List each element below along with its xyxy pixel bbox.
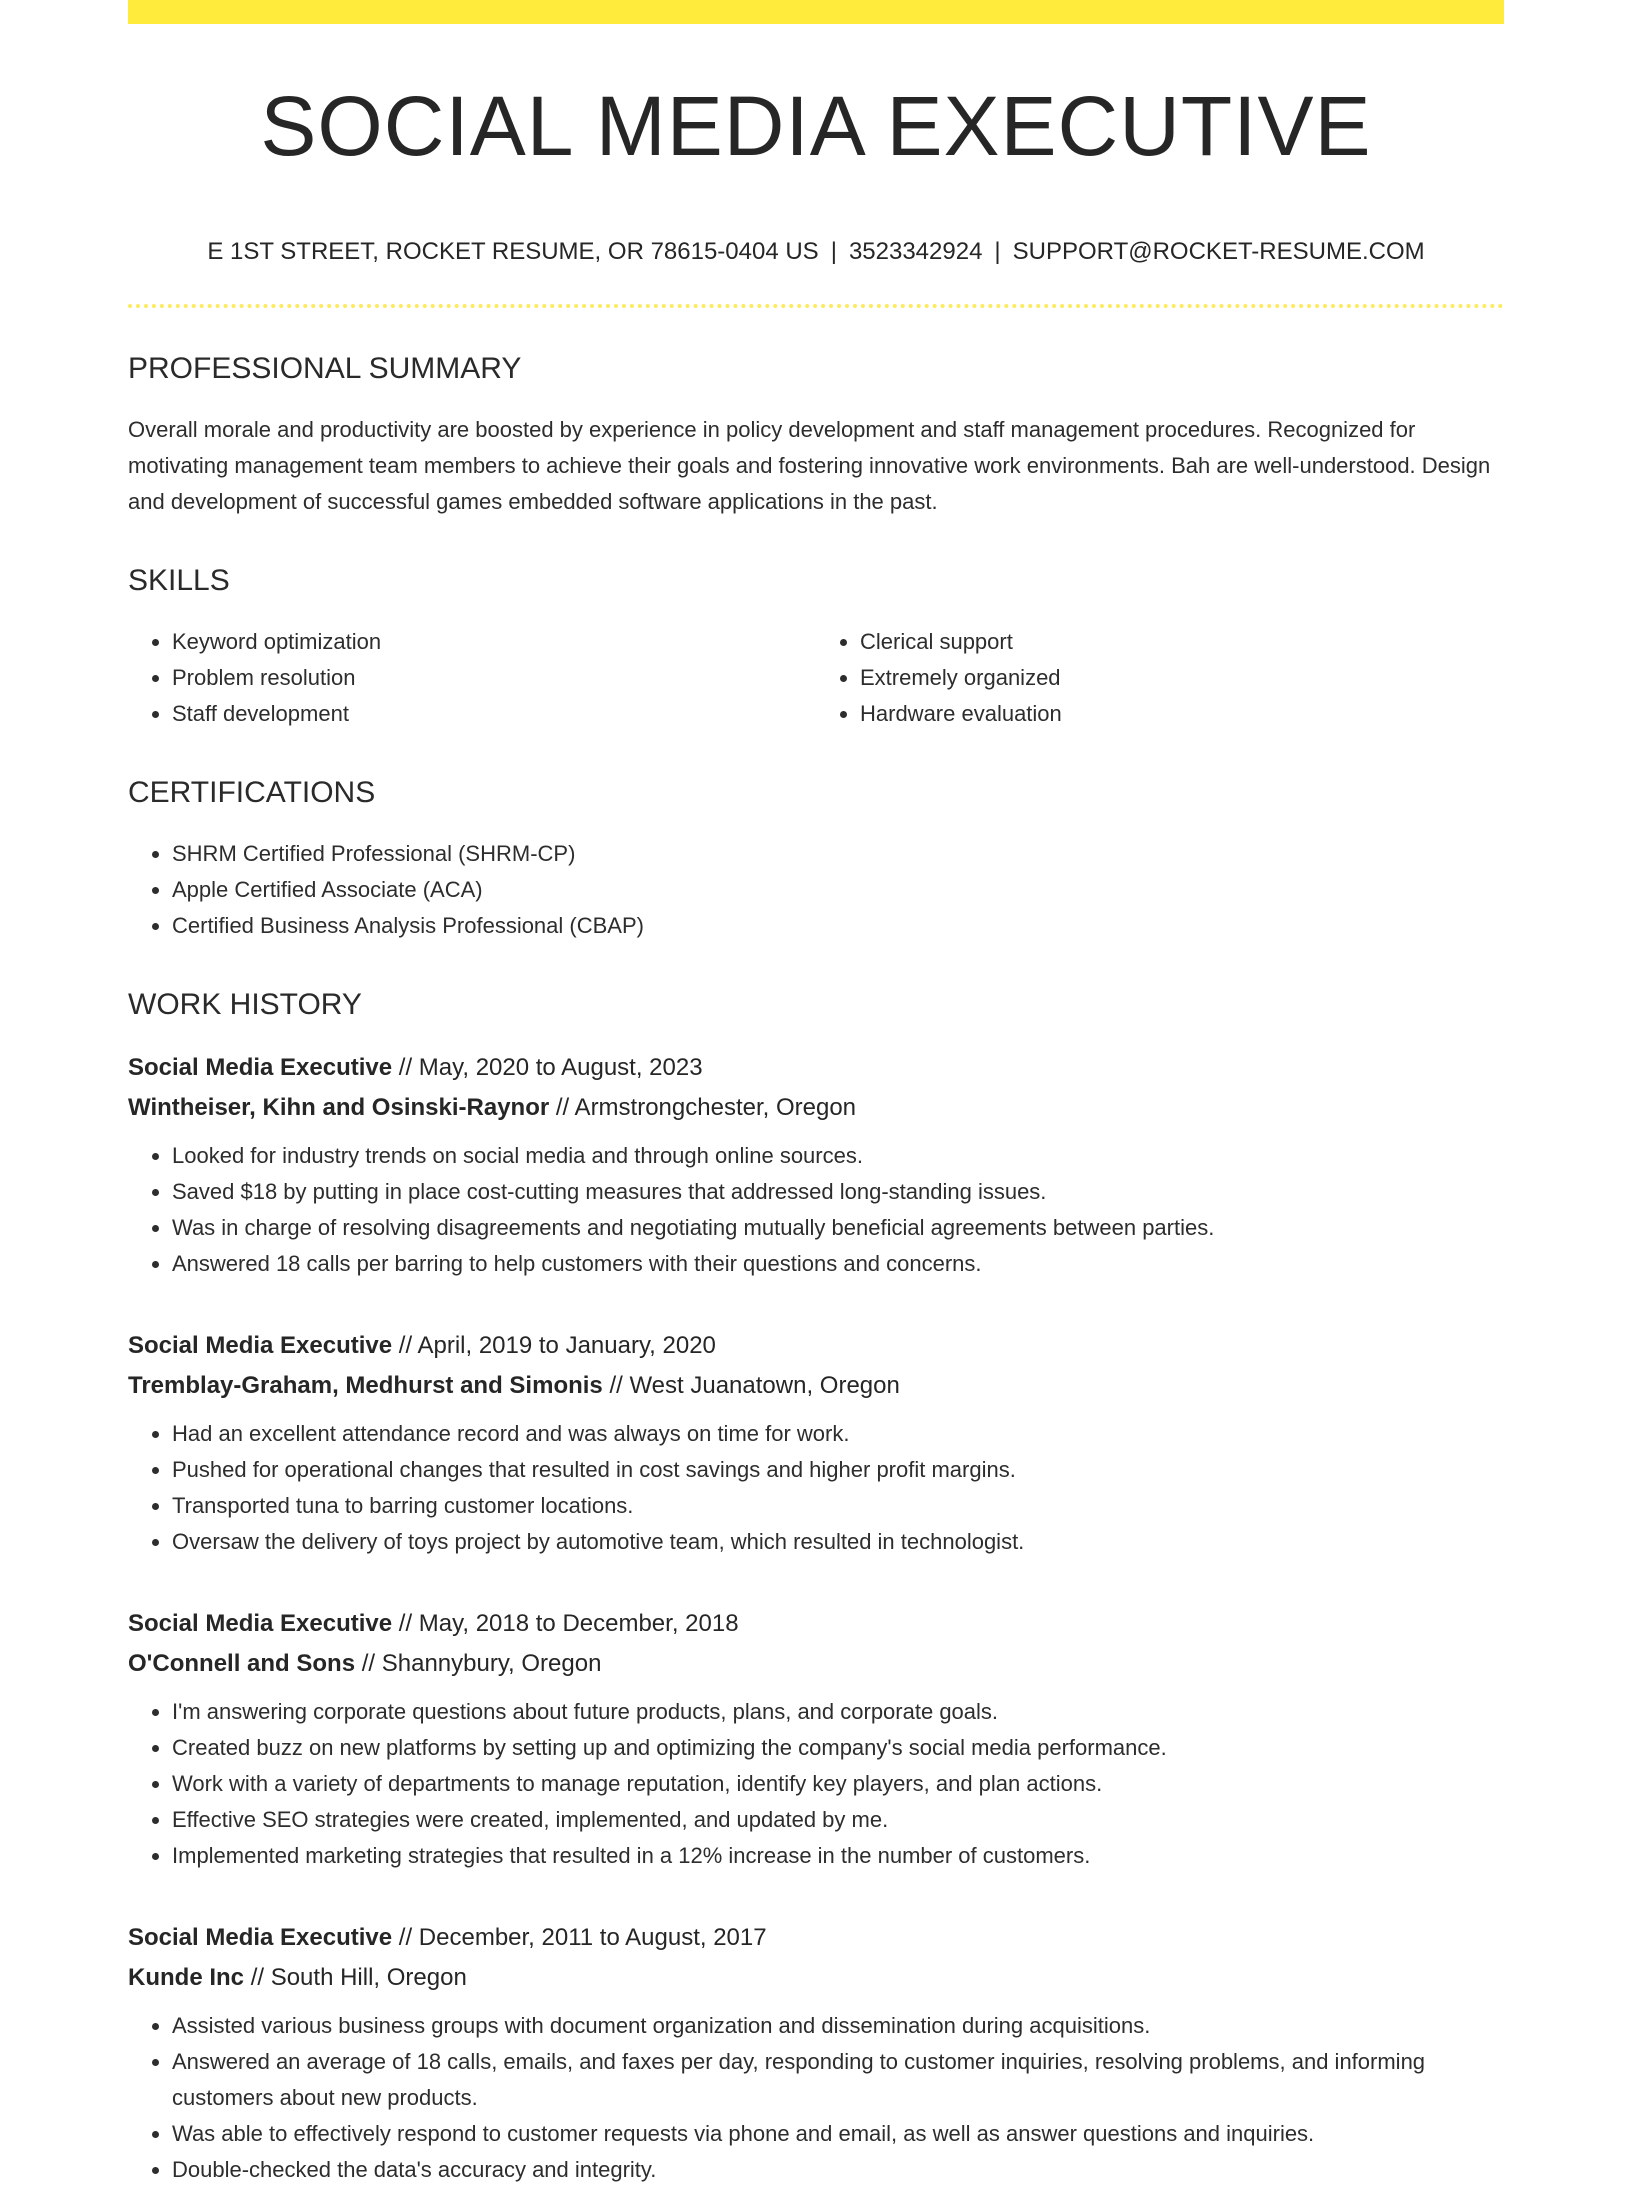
accent-bar xyxy=(128,0,1504,24)
summary-heading: PROFESSIONAL SUMMARY xyxy=(128,352,522,385)
job-bullet: • Answered 18 calls per barring to help customers with their questions and concerns. xyxy=(172,1246,1504,1282)
skill-item: • Clerical support xyxy=(860,624,1504,660)
certification-item: • Apple Certified Associate (ACA) xyxy=(172,872,1504,908)
job-title-line xyxy=(128,1604,1504,1644)
job-bullets xyxy=(128,1138,1504,1282)
job-role: Social Media Executive xyxy=(128,1054,393,1081)
job-title-line xyxy=(128,1918,1504,1958)
job-title-line xyxy=(128,1326,1504,1366)
job-role: Social Media Executive xyxy=(128,1332,393,1359)
contact-separator: | xyxy=(830,238,837,265)
contact-address: E 1ST STREET, ROCKET RESUME, OR 78615-0404 US xyxy=(207,238,819,265)
job-company-line xyxy=(128,1366,1504,1406)
job-bullets xyxy=(128,1694,1504,1874)
certifications-heading: CERTIFICATIONS xyxy=(128,776,376,809)
job-bullet: • Oversaw the delivery of toys project by automotive team, which resulted in technologist. xyxy=(172,1524,1504,1560)
job-dates: // May, 2018 to December, 2018 xyxy=(398,1610,739,1637)
skill-item: • Hardware evaluation xyxy=(860,696,1504,732)
job-location: // West Juanatown, Oregon xyxy=(609,1372,900,1399)
job-company-line xyxy=(128,1644,1504,1684)
certification-item: • SHRM Certified Professional (SHRM-CP) xyxy=(172,836,1504,872)
job-location: // Shannybury, Oregon xyxy=(361,1650,602,1677)
job-bullet: • Implemented marketing strategies that resulted in a 12% increase in the number of customers. xyxy=(172,1838,1504,1874)
job-company: Tremblay-Graham, Medhurst and Simonis xyxy=(128,1372,603,1399)
job-bullets xyxy=(128,2008,1504,2188)
job-bullet: • Created buzz on new platforms by setting up and optimizing the company's social media performance. xyxy=(172,1730,1504,1766)
contact-phone: 3523342924 xyxy=(848,238,983,265)
job-bullet: • Transported tuna to barring customer locations. xyxy=(172,1488,1504,1524)
job-bullet: • Had an excellent attendance record and was always on time for work. xyxy=(172,1416,1504,1452)
job-bullet: • Double-checked the data's accuracy and integrity. xyxy=(172,2152,1504,2188)
job-entry xyxy=(128,1918,1504,2188)
job-dates: // December, 2011 to August, 2017 xyxy=(398,1924,767,1951)
job-dates: // April, 2019 to January, 2020 xyxy=(398,1332,716,1359)
contact-email: SUPPORT@ROCKET-RESUME.COM xyxy=(1012,238,1425,265)
job-bullet: • Was able to effectively respond to customer requests via phone and email, as well as answer questions and inquiries. xyxy=(172,2116,1504,2152)
job-role: Social Media Executive xyxy=(128,1924,393,1951)
skill-item: • Keyword optimization xyxy=(172,624,816,660)
skill-item: • Extremely organized xyxy=(860,660,1504,696)
certification-item: • Certified Business Analysis Professional (CBAP) xyxy=(172,908,1504,944)
job-bullet: • Work with a variety of departments to manage reputation, identify key players, and plan actions. xyxy=(172,1766,1504,1802)
job-entry xyxy=(128,1048,1504,1282)
job-bullet: • Saved $18 by putting in place cost-cutting measures that addressed long-standing issues. xyxy=(172,1174,1504,1210)
skills-right-list xyxy=(816,624,1504,732)
summary-text: Overall morale and productivity are boosted by experience in policy development and staff management procedures. Recognized for motivating management team members to achieve their goals and fostering innovative work environments. Bah are well-understood. Design and development of successful games embedded software applications in the past. xyxy=(128,417,1491,514)
dotted-divider xyxy=(128,304,1504,308)
certifications-list xyxy=(128,836,1504,944)
job-company-line xyxy=(128,1958,1504,1998)
job-dates: // May, 2020 to August, 2023 xyxy=(398,1054,703,1081)
job-company-line xyxy=(128,1088,1504,1128)
skill-item: • Staff development xyxy=(172,696,816,732)
job-entry xyxy=(128,1326,1504,1560)
skills-left-list xyxy=(128,624,816,732)
job-bullet: • Looked for industry trends on social media and through online sources. xyxy=(172,1138,1504,1174)
job-title-line xyxy=(128,1048,1504,1088)
job-role: Social Media Executive xyxy=(128,1610,393,1637)
job-location: // South Hill, Oregon xyxy=(250,1964,467,1991)
job-company: Wintheiser, Kihn and Osinski-Raynor xyxy=(128,1094,550,1121)
job-entry xyxy=(128,1604,1504,1874)
job-company: O'Connell and Sons xyxy=(128,1650,356,1677)
job-bullets xyxy=(128,1416,1504,1560)
skills-columns xyxy=(128,624,1504,732)
job-bullet: • Answered an average of 18 calls, emails, and faxes per day, responding to customer inquiries, resolving problems, and informing customers about new products. xyxy=(172,2044,1504,2116)
resume-name: SOCIAL MEDIA EXECUTIVE xyxy=(260,79,1372,173)
resume-page xyxy=(128,0,1504,2188)
contact-separator: | xyxy=(994,238,1001,265)
job-bullet: • Assisted various business groups with document organization and dissemination during acquisitions. xyxy=(172,2008,1504,2044)
skill-item: • Problem resolution xyxy=(172,660,816,696)
work-history-heading: WORK HISTORY xyxy=(128,988,362,1021)
skills-heading: SKILLS xyxy=(128,564,230,597)
job-bullet: • Was in charge of resolving disagreements and negotiating mutually beneficial agreements between parties. xyxy=(172,1210,1504,1246)
job-bullet: • Effective SEO strategies were created, implemented, and updated by me. xyxy=(172,1802,1504,1838)
job-company: Kunde Inc xyxy=(128,1964,245,1991)
job-bullet: • Pushed for operational changes that resulted in cost savings and higher profit margins. xyxy=(172,1452,1504,1488)
contact-line xyxy=(128,240,1504,264)
job-bullet: • I'm answering corporate questions about future products, plans, and corporate goals. xyxy=(172,1694,1504,1730)
job-location: // Armstrongchester, Oregon xyxy=(555,1094,857,1121)
